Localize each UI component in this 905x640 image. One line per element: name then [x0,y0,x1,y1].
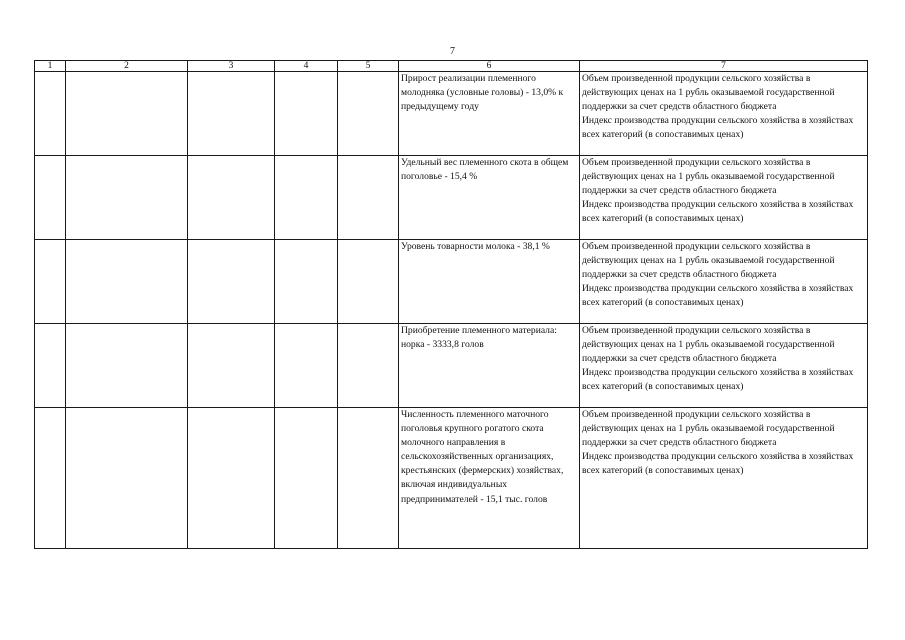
measure-text-volume: Объем произведенной продукции сельского хозяйства в действующих ценах на 1 рубль оказываемой государственной поддержки за счет средств областного бюджета [582,157,835,197]
column-header: 6 [399,61,580,72]
table-cell-empty [338,72,399,156]
table-cell-empty [66,240,188,324]
table-cell-empty [338,156,399,240]
indicator-cell: Удельный вес племенного скота в общем поголовье - 15,4 % [399,156,580,240]
table-cell-empty [338,324,399,408]
measure-text-index: Индекс производства продукции сельского хозяйства в хозяйствах всех категорий (в сопоставимых ценах) [582,115,854,141]
table-cell-empty [275,240,338,324]
table-cell-empty [275,324,338,408]
table-row [35,324,868,408]
column-header: 7 [580,61,868,72]
measure-cell [580,156,868,240]
table-cell-empty [338,408,399,549]
table-row [35,72,868,156]
table-cell-empty [188,408,275,549]
measure-cell [580,72,868,156]
measure-text-index: Индекс производства продукции сельского хозяйства в хозяйствах всех категорий (в сопоставимых ценах) [582,283,854,309]
measure-text-volume: Объем произведенной продукции сельского хозяйства в действующих ценах на 1 рубль оказываемой государственной поддержки за счет средств областного бюджета [582,409,835,449]
table-cell-empty [35,240,66,324]
table-header-row [35,61,868,72]
column-header: 2 [66,61,188,72]
table-cell-empty [275,156,338,240]
table-row [35,408,868,549]
measure-cell [580,240,868,324]
table-row [35,156,868,240]
table-cell-empty [66,324,188,408]
column-header: 5 [338,61,399,72]
table-cell-empty [35,156,66,240]
measure-text-volume: Объем произведенной продукции сельского хозяйства в действующих ценах на 1 рубль оказываемой государственной поддержки за счет средств областного бюджета [582,325,835,365]
column-header: 4 [275,61,338,72]
table-cell-empty [188,324,275,408]
measure-text-volume: Объем произведенной продукции сельского хозяйства в действующих ценах на 1 рубль оказываемой государственной поддержки за счет средств областного бюджета [582,241,835,281]
measure-cell [580,408,868,549]
table-cell-empty [188,240,275,324]
indicator-cell: Численность племенного маточного поголовья крупного рогатого скота молочного направления в сельскохозяйственных организациях, крестьянских (фермерских) хозяйствах, включая индивидуальных предпринимателей - 15,1 тыс. голов [399,408,580,549]
measure-cell [580,324,868,408]
table-cell-empty [275,72,338,156]
table-cell-empty [35,72,66,156]
measure-text-volume: Объем произведенной продукции сельского хозяйства в действующих ценах на 1 рубль оказываемой государственной поддержки за счет средств областного бюджета [582,73,835,113]
indicator-cell: Приобретение племенного материала: норка - 3333,8 голов [399,324,580,408]
table-cell-empty [66,72,188,156]
measure-text-index: Индекс производства продукции сельского хозяйства в хозяйствах всех категорий (в сопоставимых ценах) [582,451,854,477]
indicator-cell: Прирост реализации племенного молодняка (условные головы) - 13,0% к предыдущему году [399,72,580,156]
table-cell-empty [275,408,338,549]
table-cell-empty [35,408,66,549]
table-cell-empty [35,324,66,408]
column-header: 1 [35,61,66,72]
column-header: 3 [188,61,275,72]
page-number: 7 [450,46,455,57]
measure-text-index: Индекс производства продукции сельского хозяйства в хозяйствах всех категорий (в сопоставимых ценах) [582,199,854,225]
measure-text-index: Индекс производства продукции сельского хозяйства в хозяйствах всех категорий (в сопоставимых ценах) [582,367,854,393]
table-cell-empty [188,156,275,240]
table-row [35,240,868,324]
table-cell-empty [66,156,188,240]
indicator-cell: Уровень товарности молока - 38,1 % [399,240,580,324]
data-table [34,60,868,549]
table-cell-empty [188,72,275,156]
table-cell-empty [66,408,188,549]
table-cell-empty [338,240,399,324]
